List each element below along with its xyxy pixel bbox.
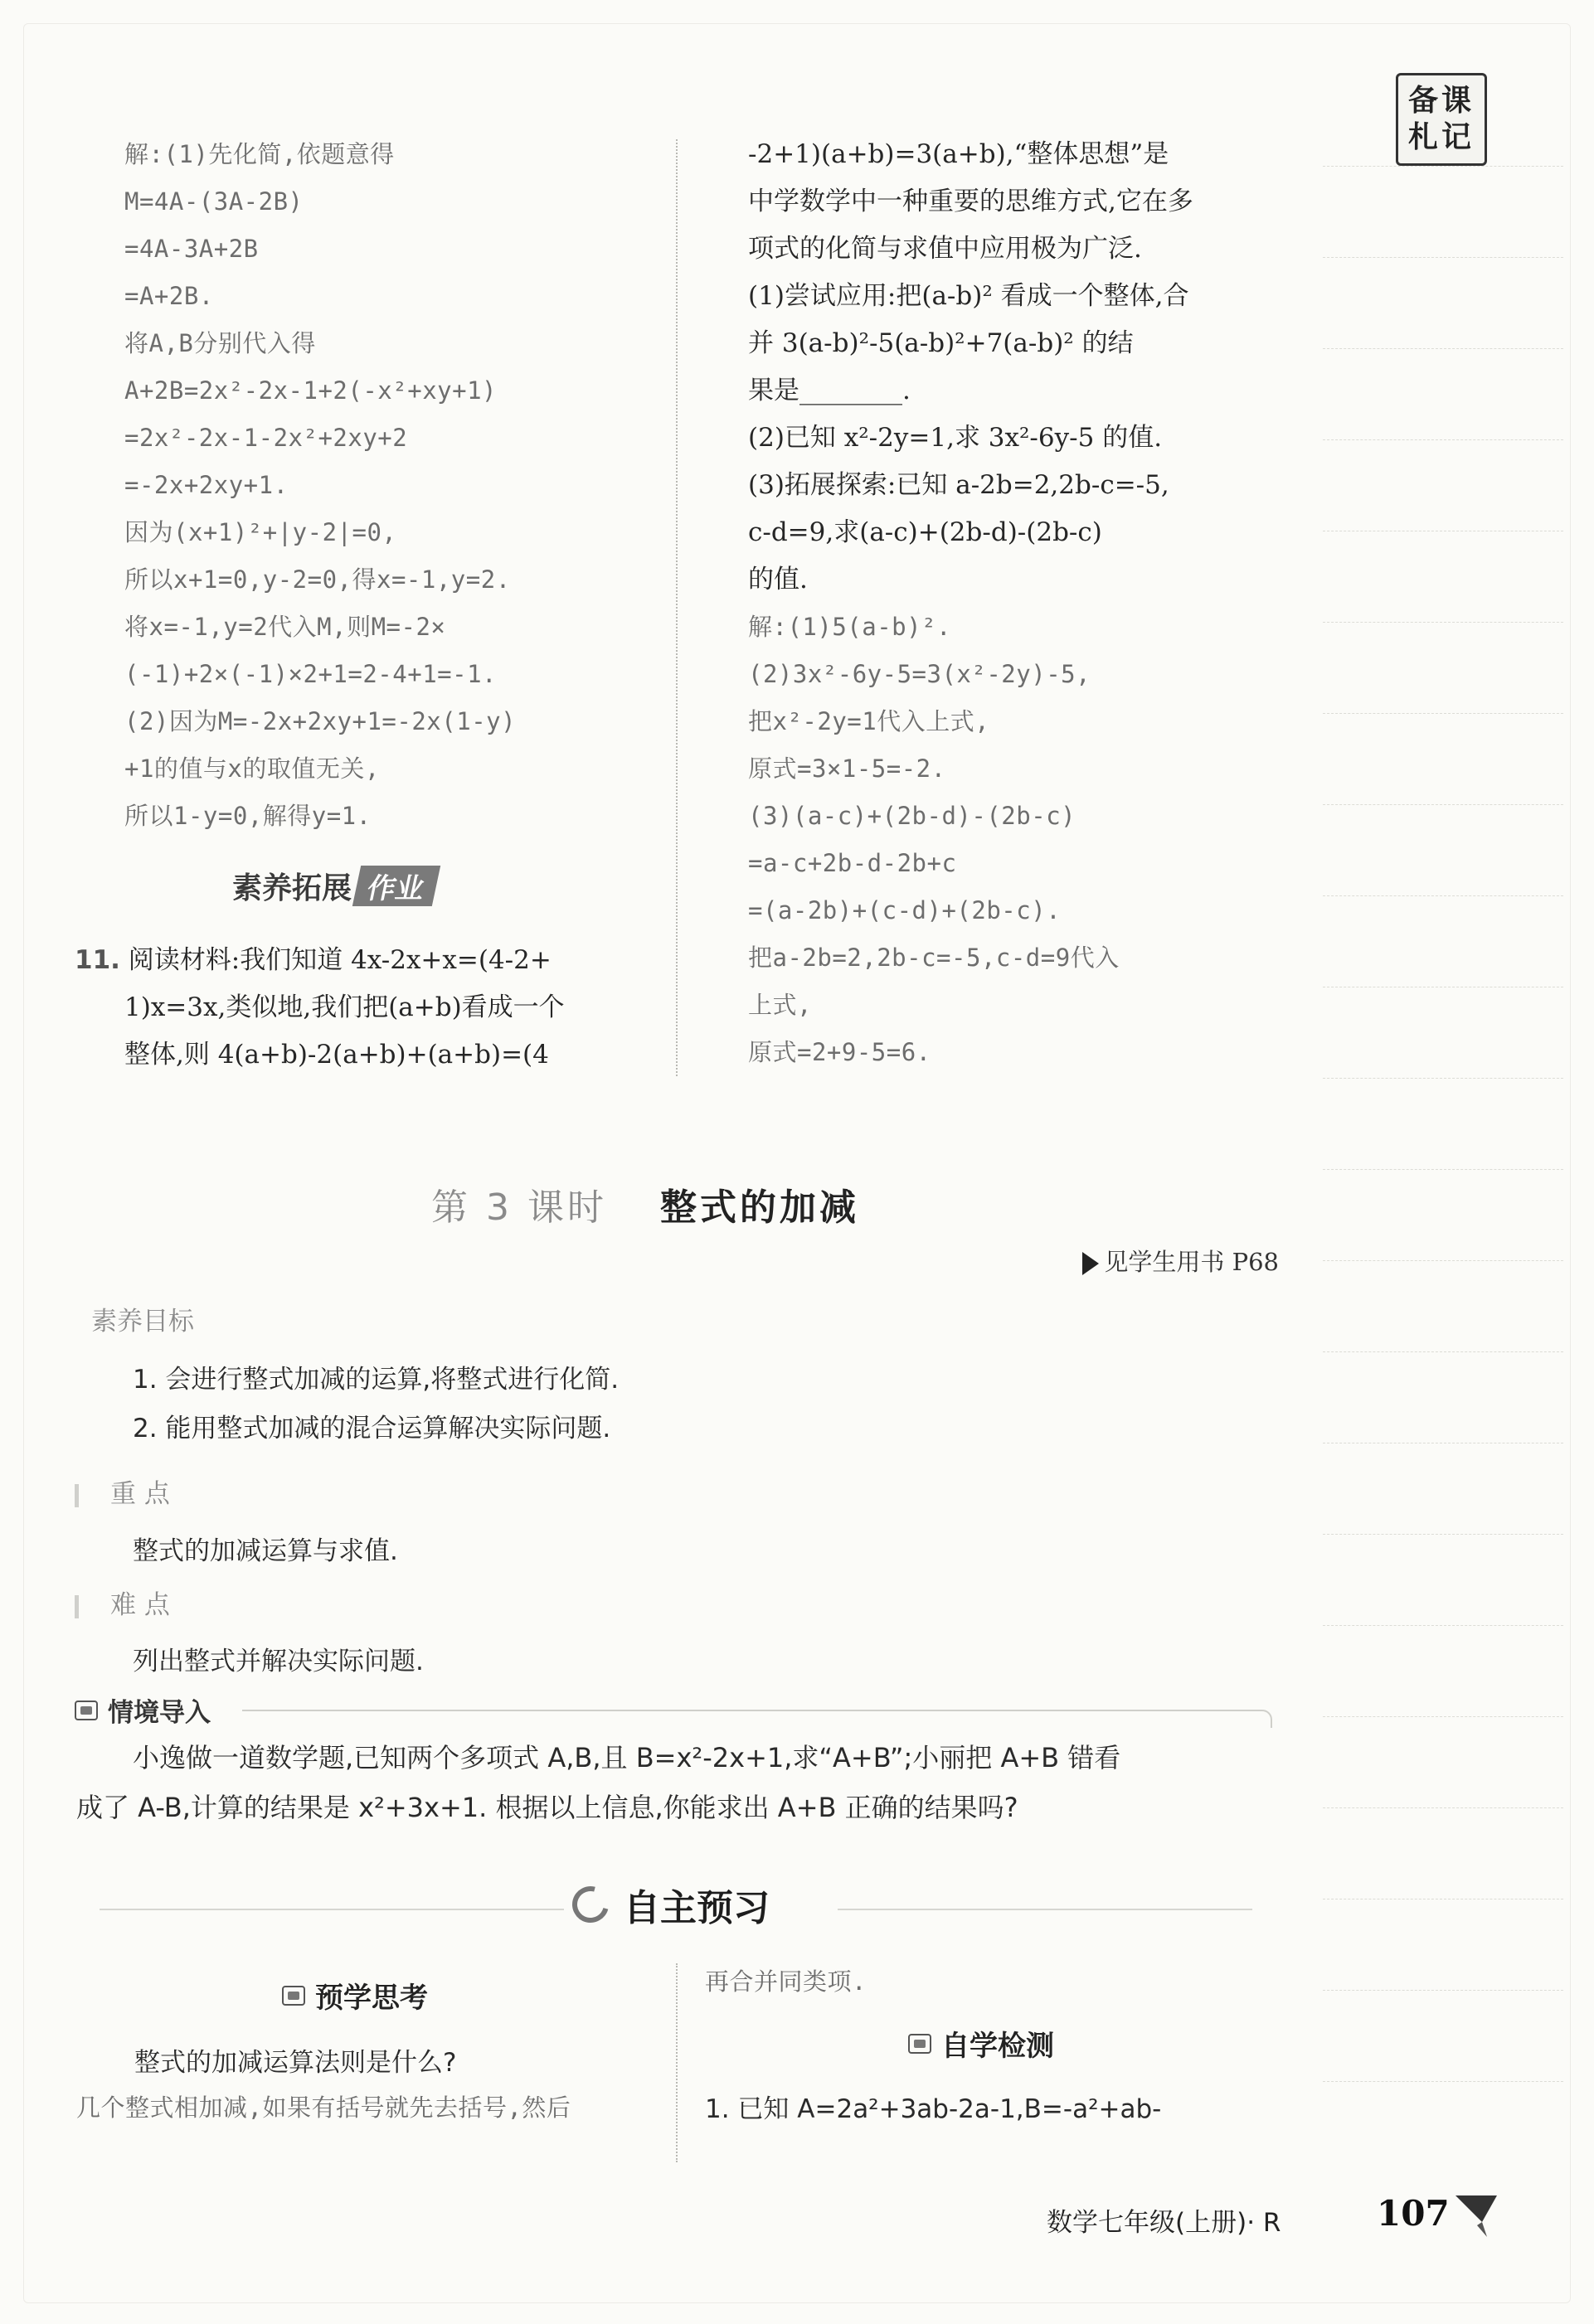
solution-line: 因为(x+1)²+|y-2|=0, [124,518,397,546]
column-divider [676,139,678,1076]
pre-study-answer: 几个整式相加减,如果有括号就先去括号,然后 [76,2094,571,2122]
solution-line: 将A,B分别代入得 [124,329,316,357]
self-check-question: 1. 已知 A=2a²+3ab-2a-1,B=-a²+ab- [705,2094,1162,2124]
book-title: 数学七年级(上册)· R [1047,2208,1281,2238]
solution-line: (3)(a-c)+(2b-d)-(2b-c) [748,802,1076,830]
solution-line: 原式=2+9-5=6. [748,1038,931,1066]
pre-study-label: 预学思考 [315,1982,428,2015]
see-book-label: 见学生用书 P68 [1104,1248,1279,1276]
solution-line: 所以1-y=0,解得y=1. [124,802,372,830]
solution-line: 所以x+1=0,y-2=0,得x=-1,y=2. [124,565,511,594]
solution-line: =2x²-2x-1-2x²+2xy+2 [124,424,408,452]
column-divider [676,1963,678,2162]
stamp-line-2: 札记 [1407,120,1475,154]
scenario-line: 成了 A-B,计算的结果是 x²+3x+1. 根据以上信息,你能求出 A+B 正确的结果吗? [76,1792,1018,1823]
goal-item: 2. 能用整式加减的混合运算解决实际问题. [133,1414,611,1443]
pre-study-icon [282,1986,305,2006]
solution-line: M=4A-(3A-2B) [124,187,304,216]
lesson-notes-stamp [1396,73,1487,166]
left-solution [124,131,663,840]
solution-line: 解:(1)先化简,依题意得 [124,140,395,168]
preview-title-text: 自主预习 [624,1887,770,1929]
solution-line: 把x²-2y=1代入上式, [748,707,990,735]
solution-line: A+2B=2x²-2x-1+2(-x²+xy+1) [124,376,497,405]
goals-label: 素养目标 [91,1307,194,1337]
solution-line: 把a-2b=2,2b-c=-5,c-d=9代入 [748,944,1120,972]
play-arrow-icon [1082,1252,1099,1275]
solution-line: 解:(1)5(a-b)². [748,613,952,641]
question-line: 阅读材料:我们知道 4x-2x+x=(4-2+ [128,945,552,975]
solution-line: =A+2B. [124,282,214,310]
difficulty-heading [75,1584,170,1621]
corner-arrow-icon [1447,2189,1505,2239]
solution-line: (-1)+2×(-1)×2+1=2-4+1=-1. [124,660,497,688]
question-11 [75,937,672,1079]
lesson-number: 第 3 课时 [431,1186,607,1229]
question-line: 1)x=3x,类似地,我们把(a+b)看成一个 [124,992,565,1022]
pre-study-question: 整式的加减运算法则是什么? [134,2048,457,2078]
right-problem [748,131,1295,604]
lesson-name: 整式的加减 [659,1186,859,1229]
solution-line: 将x=-1,y=2代入M,则M=-2× [124,613,446,641]
question-line: 整体,则 4(a+b)-2(a+b)+(a+b)=(4 [124,1040,549,1070]
problem-line: (1)尝试应用:把(a-b)² 看成一个整体,合 [748,281,1189,311]
scenario-heading [75,1691,211,1729]
stamp-line-1: 备课 [1407,84,1475,118]
badge-extension-label: 素养拓展 [232,871,352,905]
solution-line: =a-c+2b-d-2b+c [748,849,957,877]
section-bar [75,1595,79,1618]
difficulty-text: 列出整式并解决实际问题. [133,1647,424,1676]
key-point-text: 整式的加减运算与求值. [133,1536,398,1566]
pre-study-heading [282,1975,428,2016]
see-student-book-link[interactable] [1082,1244,1279,1278]
solution-line: (2)3x²-6y-5=3(x²-2y)-5, [748,660,1091,688]
key-point-label: 重 点 [110,1479,170,1509]
problem-line: 果是________. [748,376,911,405]
solution-line: (2)因为M=-2x+2xy+1=-2x(1-y) [124,707,517,735]
preview-title [572,1878,770,1931]
problem-line: -2+1)(a+b)=3(a+b),“整体思想”是 [748,139,1169,169]
pre-study-answer-cont: 再合并同类项. [705,1967,867,1996]
right-solution [748,604,1295,1076]
key-point-heading [75,1473,170,1510]
self-check-heading [908,2023,1054,2064]
scenario-icon [75,1701,98,1720]
problem-line: 并 3(a-b)²-5(a-b)²+7(a-b)² 的结 [748,328,1134,358]
difficulty-label: 难 点 [110,1590,170,1620]
section-bar [75,1484,79,1507]
question-number: 11. [75,945,120,975]
problem-line: 的值. [748,565,808,594]
self-check-label: 自学检测 [941,2030,1054,2063]
self-check-icon [908,2034,931,2054]
solution-line: +1的值与x的取值无关, [124,754,380,783]
solution-line: =(a-2b)+(c-d)+(2b-c). [748,896,1062,924]
extension-badge [232,865,436,907]
page-number: 107 [1377,2193,1450,2234]
lesson-title [431,1177,859,1230]
scenario-label: 情境导入 [108,1698,211,1728]
problem-line: (3)拓展探索:已知 a-2b=2,2b-c=-5, [748,470,1169,500]
problem-line: (2)已知 x²-2y=1,求 3x²-6y-5 的值. [748,423,1163,453]
solution-line: =-2x+2xy+1. [124,471,289,499]
problem-line: c-d=9,求(a-c)+(2b-d)-(2b-c) [748,517,1102,547]
goal-item: 1. 会进行整式加减的运算,将整式进行化简. [133,1365,620,1395]
solution-line: 上式, [748,991,812,1019]
preview-ring-icon [566,1880,615,1929]
solution-line: 原式=3×1-5=-2. [748,754,946,783]
scenario-rule [242,1710,1272,1728]
problem-line: 项式的化简与求值中应用极为广泛. [748,234,1142,264]
scenario-line: 小逸做一道数学题,已知两个多项式 A,B,且 B=x²-2x+1,求“A+B”;小丽把 A+B 错看 [133,1742,1121,1773]
badge-homework-label: 作业 [352,866,440,906]
solution-line: =4A-3A+2B [124,235,259,263]
notes-margin [1323,166,1563,2172]
problem-line: 中学数学中一种重要的思维方式,它在多 [748,187,1193,216]
